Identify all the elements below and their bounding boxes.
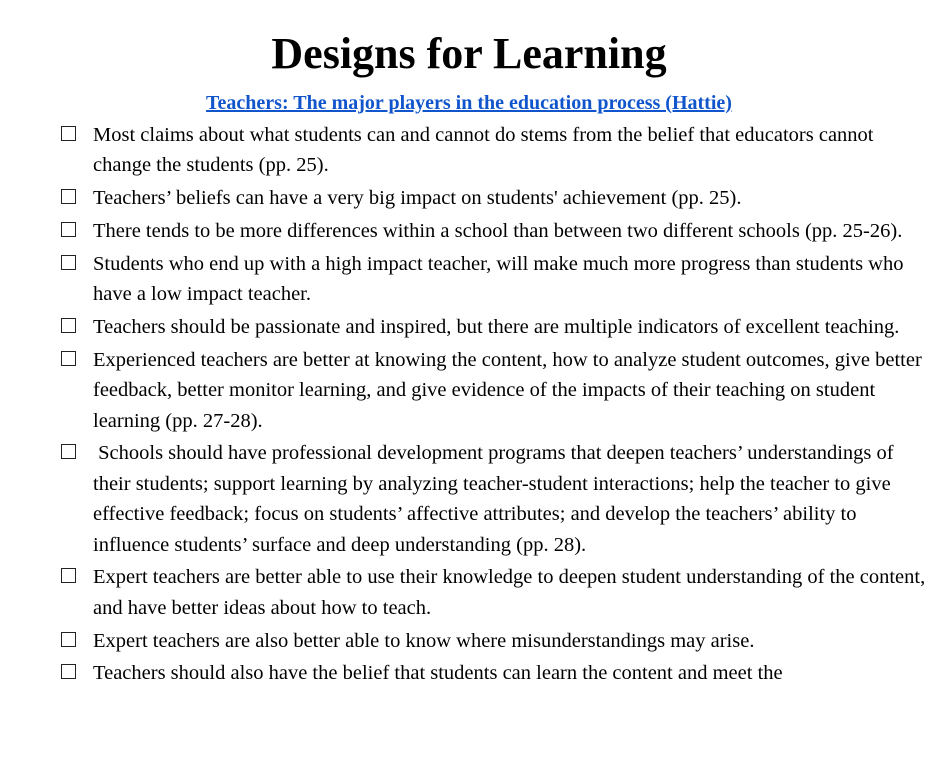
checklist-item-text: Experienced teachers are better at knowing the content, how to analyze student outcomes, give better feedback, better monitor learning, and give evidence of the impacts of their teaching on student learning (pp. 27-28).	[93, 348, 922, 432]
checklist-item-text: There tends to be more differences within a school than between two different schools (pp. 25-26).	[93, 220, 903, 242]
checklist-item	[58, 658, 928, 688]
checklist-item	[58, 216, 928, 246]
checklist-item	[58, 626, 928, 656]
checklist-item-text: Most claims about what students can and cannot do stems from the belief that educators cannot change the students (pp. 25).	[93, 124, 874, 177]
checklist-item-text: Schools should have professional development programs that deepen teachers’ understandings of their students; support learning by analyzing teacher-student interactions; help the teacher to give effective feedback; focus on students’ affective attributes; and develop the teachers’ ability to influence students’ surface and deep understanding (pp. 28).	[93, 442, 899, 556]
checklist-item-text: Teachers’ beliefs can have a very big impact on students' achievement (pp. 25).	[93, 187, 742, 210]
checklist	[58, 120, 928, 691]
checklist-item-text: Expert teachers are better able to use their knowledge to deepen student understanding of the content, and have better ideas about how to teach.	[93, 566, 926, 619]
page-title: Designs for Learning	[271, 29, 667, 78]
checklist-item-text: Teachers should also have the belief that students can learn the content and meet the	[93, 662, 783, 685]
subtitle-link[interactable]: Teachers: The major players in the education process (Hattie)	[206, 92, 732, 114]
checkbox[interactable]	[61, 632, 76, 647]
checklist-item	[58, 562, 928, 623]
checklist-item	[58, 345, 928, 436]
checkbox[interactable]	[61, 222, 76, 237]
checklist-item-text: Students who end up with a high impact teacher, will make much more progress than students who have a low impact teacher.	[93, 252, 904, 306]
checklist-item	[58, 249, 928, 310]
checklist-item	[58, 438, 928, 560]
checklist-item-text: Teachers should be passionate and inspired, but there are multiple indicators of excellent teaching.	[93, 316, 900, 338]
checklist-item	[58, 183, 928, 213]
checklist-item	[58, 120, 928, 181]
checkbox[interactable]	[61, 255, 76, 270]
checkbox[interactable]	[61, 318, 76, 333]
subtitle	[0, 90, 938, 116]
checklist-item-text: Expert teachers are also better able to know where misunderstandings may arise.	[93, 629, 755, 652]
checkbox[interactable]	[61, 568, 76, 583]
checkbox[interactable]	[61, 126, 76, 141]
checkbox[interactable]	[61, 444, 76, 459]
checkbox[interactable]	[61, 664, 76, 679]
checkbox[interactable]	[61, 351, 76, 366]
checkbox[interactable]	[61, 189, 76, 204]
checklist-item	[58, 312, 928, 342]
